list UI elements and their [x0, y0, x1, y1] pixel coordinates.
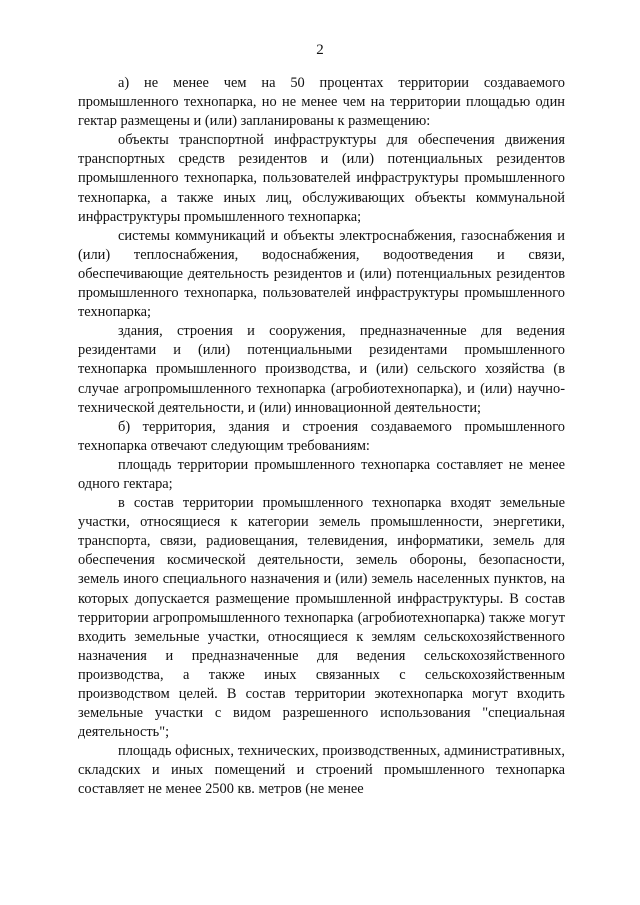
- paragraph-transport-infrastructure: объекты транспортной инфраструктуры для обеспечения движения транспортных средств резидентов и (или) потенциальных резидентов промышленного технопарка, пользователей инфраструктуры промышленного технопарка, а также иных лиц, обслуживающих объекты коммунальной инфраструктуры промышленного технопарка;: [78, 132, 565, 225]
- paragraph-utility-systems: системы коммуникаций и объекты электроснабжения, газоснабжения и (или) теплоснабжения, водоснабжения, водоотведения и связи, обеспечивающие деятельность резидентов и (или) потенциальных резидентов промышленного технопарка, пользователей инфраструктуры промышленного технопарка;: [78, 227, 565, 321]
- document-body: [78, 74, 565, 800]
- page-number: 2: [316, 42, 324, 58]
- paragraph-area-requirement: площадь территории промышленного технопарка составляет не менее одного гектара;: [78, 456, 565, 492]
- paragraph-b-intro: б) территория, здания и строения создаваемого промышленного технопарка отвечают следующим требованиям:: [78, 418, 565, 454]
- paragraph-land-composition: в состав территории промышленного технопарка входят земельные участки, относящиеся к категории земель промышленности, энергетики, транспорта, связи, радиовещания, телевидения, информатики, земель для обеспечения космической деятельности, земель обороны, безопасности, земель иного специального назначения и (или) земель населенных пунктов, на которых допускается размещение промышленной инфраструктуры. В состав территории агропромышленного технопарка (агробиотехнопарка) также могут входить земельные участки, относящиеся к землям сельскохозяйственного назначения и предназначенные для ведения сельскохозяйственного производства, а также иных связанных с сельскохозяйственным производством целей. В состав территории экотехнопарка могут входить земельные участки с видом разрешенного использования "специальная деятельность";: [78, 495, 565, 741]
- paragraph-buildings: здания, строения и сооружения, предназначенные для ведения резидентами и (или) потенциальными резидентами промышленного технопарка промышленного производства, и (или) сельского хозяйства (в случае агропромышленного технопарка (агробиотехнопарка), и (или) научно-технической деятельности, и (или) инновационной деятельности;: [78, 323, 565, 416]
- paragraph-a-intro: а) не менее чем на 50 процентах территории создаваемого промышленного технопарка, но не менее чем на территории площадью один гектар размещены и (или) запланированы к размещению:: [78, 75, 565, 130]
- paragraph-premises-area: площадь офисных, технических, производственных, административных, складских и иных помещений и строений промышленного технопарка составляет не менее 2500 кв. метров (не менее: [78, 743, 565, 798]
